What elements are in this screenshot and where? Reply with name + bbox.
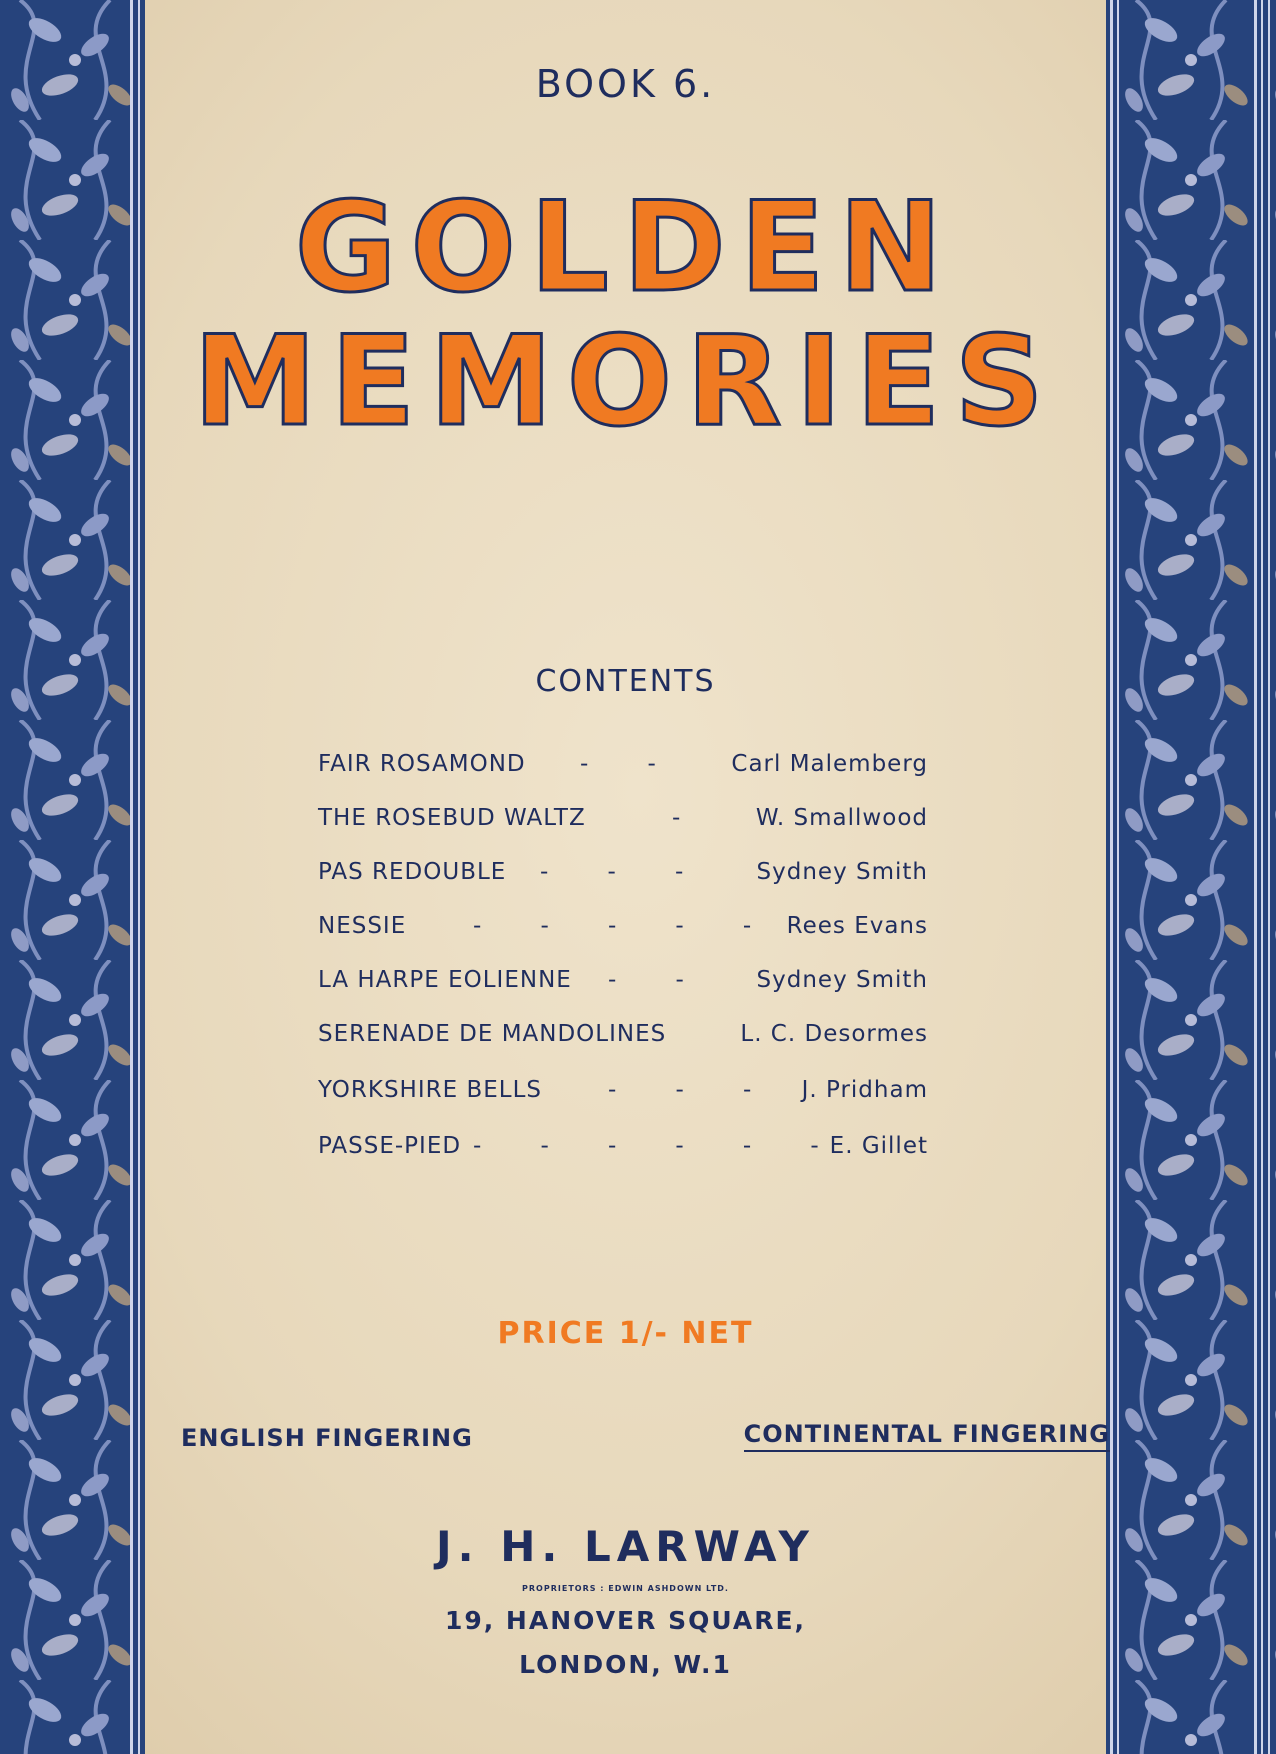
price-label: PRICE 1/- NET <box>497 1316 754 1351</box>
composer-name: Sydney Smith <box>756 967 928 993</box>
address-line-1: 19, HANOVER SQUARE, <box>444 1606 807 1635</box>
piece-title: LA HARPE EOLIENNE <box>318 967 572 993</box>
leader-dashes: - - - - - - <box>473 1133 820 1159</box>
floral-pattern-right <box>1106 0 1276 1754</box>
contents-row <box>318 859 928 893</box>
contents-row <box>318 1133 928 1167</box>
composer-name: E. Gillet <box>829 1133 928 1159</box>
leader-dashes: - <box>672 805 682 831</box>
composer-name: W. Smallwood <box>755 805 928 831</box>
piece-title: SERENADE DE MANDOLINES <box>318 1021 667 1047</box>
title-line-2: MEMORIES <box>193 310 1058 454</box>
book-number: BOOK 6. <box>535 62 716 106</box>
address-line-2: LONDON, W.1 <box>519 1650 732 1679</box>
piece-title: THE ROSEBUD WALTZ <box>318 805 586 831</box>
leader-dashes: - - - <box>608 1077 753 1103</box>
contents-row <box>318 751 928 785</box>
piece-title: PASSE-PIED <box>318 1133 462 1159</box>
contents-row <box>318 967 928 1001</box>
leader-dashes: - - - - - <box>473 913 753 939</box>
contents-row <box>318 1077 928 1111</box>
contents-heading: CONTENTS <box>535 664 716 699</box>
floral-border-right <box>1106 0 1276 1754</box>
cover-center-panel <box>145 0 1110 1754</box>
composer-name: J. Pridham <box>801 1077 928 1103</box>
proprietors-line: PROPRIETORS : EDWIN ASHDOWN LTD. <box>522 1584 729 1593</box>
composer-name: Sydney Smith <box>756 859 928 885</box>
composer-name: Carl Malemberg <box>731 751 928 777</box>
publisher-name: J. H. LARWAY <box>436 1522 815 1571</box>
contents-row <box>318 913 928 947</box>
floral-border-left <box>0 0 145 1754</box>
composer-name: Rees Evans <box>786 913 928 939</box>
piece-title: NESSIE <box>318 913 407 939</box>
continental-fingering-label: CONTINENTAL FINGERING <box>744 1420 1110 1452</box>
leader-dashes: - - <box>608 967 685 993</box>
contents-row <box>318 805 928 839</box>
piece-title: PAS REDOUBLE <box>318 859 507 885</box>
title-line-1: GOLDEN <box>294 176 957 320</box>
composer-name: L. C. Desormes <box>740 1021 928 1047</box>
leader-dashes: - - - <box>540 859 685 885</box>
english-fingering-label: ENGLISH FINGERING <box>181 1424 473 1452</box>
floral-pattern-left <box>0 0 145 1754</box>
piece-title: FAIR ROSAMOND <box>318 751 526 777</box>
contents-row <box>318 1021 928 1055</box>
leader-dashes: - - <box>580 751 657 777</box>
piece-title: YORKSHIRE BELLS <box>318 1077 542 1103</box>
